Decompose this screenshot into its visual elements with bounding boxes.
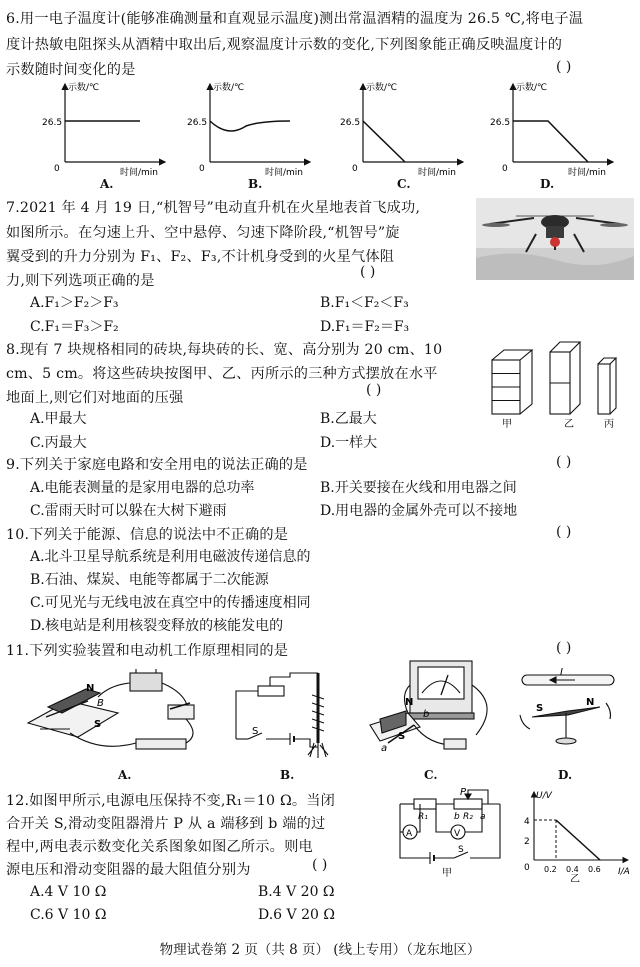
q12-label-a: a xyxy=(480,812,486,822)
q12-label-p: P xyxy=(460,787,467,798)
q12-graph-ylabel: U/V xyxy=(536,791,552,801)
q12-line-4: 源电压和滑动变阻器的最大阻值分别为 xyxy=(6,862,251,878)
q7-helicopter-photo xyxy=(476,198,634,280)
q8-option-a: A.甲最大 xyxy=(30,411,87,427)
q11-line-1: 11.下列实验装置和电动机工作原理相同的是 xyxy=(6,643,289,659)
q6-d-ylabel: 示数/℃ xyxy=(516,83,548,93)
q8-option-b: B.乙最大 xyxy=(320,411,377,427)
q10-option-b: B.石油、煤炭、电能等都属于二次能源 xyxy=(30,572,269,588)
q11-c-label-s: S xyxy=(398,731,406,742)
q8-option-c: C.丙最大 xyxy=(30,435,87,451)
q12-xtick-0.6: 0.6 xyxy=(588,865,601,874)
q6-line-1: 6.用一电子温度计(能够准确测量和直观显示温度)测出常温酒精的温度为 26.5 ℃,将电子温 xyxy=(6,11,584,27)
q10-option-c: C.可见光与无线电波在真空中的传播速度相同 xyxy=(30,595,311,611)
q6-graph-a xyxy=(42,81,165,178)
q6-caption-b: B. xyxy=(248,177,263,191)
q12-switch-label: S xyxy=(458,845,464,855)
q12-option-d: D.6 V 20 Ω xyxy=(258,907,335,923)
q6-b-xlabel: 时间/min xyxy=(265,168,304,178)
q12-ammeter-label: A xyxy=(406,829,413,839)
q12-circuit-jia xyxy=(392,786,510,878)
q12-graph-origin: 0 xyxy=(524,863,530,873)
q6-answer-paren: ( ) xyxy=(556,59,572,75)
q11-figure-c xyxy=(370,661,487,749)
q7-line-1: 7.2021 年 4 月 19 日,“机智号”电动直升机在火星地表首飞成功, xyxy=(6,200,421,216)
q8-option-d: D.一样大 xyxy=(320,435,378,451)
q12-option-a: A.4 V 10 Ω xyxy=(30,884,107,900)
q10-answer-paren: ( ) xyxy=(556,524,572,540)
q6-b-ylabel: 示数/℃ xyxy=(213,83,245,93)
q11-d-label-s: S xyxy=(536,703,544,714)
q11-figure-a xyxy=(28,669,194,749)
q12-graph-name: 乙 xyxy=(570,874,580,882)
q6-c-tick: 26.5 xyxy=(340,118,361,128)
q7-line-3: 翼受到的升力分别为 F₁、F₂、F₃,不计机身受到的火星气体阻 xyxy=(6,249,395,265)
q8-line-3: 地面上,则它们对地面的压强 xyxy=(6,390,184,406)
q10-option-a: A.北斗卫星导航系统是利用电磁波传递信息的 xyxy=(30,549,311,565)
q12-graph-xlabel: I/A xyxy=(618,867,630,877)
q6-caption-c: C. xyxy=(397,177,411,191)
q12-line-2: 合开关 S,滑动变阻器滑片 P 从 a 端移到 b 端的过 xyxy=(6,816,326,832)
q8-label-jia: 甲 xyxy=(502,419,512,430)
q10-line-1: 10.下列关于能源、信息的说法中不正确的是 xyxy=(6,527,289,543)
q6-c-ylabel: 示数/℃ xyxy=(366,83,398,93)
q11-caption-b: B. xyxy=(280,768,295,782)
q6-c-origin: 0 xyxy=(352,164,358,174)
q11-a-label-s: S xyxy=(94,719,102,730)
q8-brick-stack-jia xyxy=(492,350,532,414)
q11-c-label-n: N xyxy=(405,697,414,708)
q7-option-b: B.F₁＜F₂＜F₃ xyxy=(320,295,409,311)
q6-graphs xyxy=(0,78,640,193)
q8-label-yi: 乙 xyxy=(564,419,574,430)
q7-option-d: D.F₁＝F₂＝F₃ xyxy=(320,319,410,335)
q6-caption-d: D. xyxy=(540,177,555,191)
q8-line-1: 8.现有 7 块规格相同的砖块,每块砖的长、宽、高分别为 20 cm、10 xyxy=(6,342,443,358)
q8-answer-paren: ( ) xyxy=(366,382,382,398)
q11-answer-paren: ( ) xyxy=(556,640,572,656)
q11-figures xyxy=(0,655,640,767)
q12-line-1: 12.如图甲所示,电源电压保持不变,R₁＝10 Ω。当闭 xyxy=(6,793,336,809)
q7-line-2: 如图所示。在匀速上升、空中悬停、匀速下降阶段,“机智号”旋 xyxy=(6,225,400,241)
q9-line-1: 9.下列关于家庭电路和安全用电的说法正确的是 xyxy=(6,457,308,473)
q6-d-origin: 0 xyxy=(502,164,508,174)
q12-graph-yi xyxy=(514,786,638,882)
q7-answer-paren: ( ) xyxy=(360,264,376,280)
q9-answer-paren: ( ) xyxy=(556,454,572,470)
q11-caption-d: D. xyxy=(558,768,573,782)
q6-graph-c xyxy=(340,81,463,178)
q12-option-b: B.4 V 20 Ω xyxy=(258,884,335,900)
page-footer: 物理试卷第 2 页（共 8 页） (线上专用）（龙东地区） xyxy=(159,942,481,958)
q8-label-bing: 丙 xyxy=(604,419,614,430)
q8-brick-stack-yi xyxy=(550,342,580,414)
q6-d-tick: 26.5 xyxy=(490,118,511,128)
q11-d-label-i: I xyxy=(560,667,563,678)
q12-ytick-2: 2 xyxy=(524,837,530,847)
q6-line-3: 示数随时间变化的是 xyxy=(6,62,136,78)
q6-a-xlabel: 时间/min xyxy=(120,168,159,178)
q9-option-d: D.用电器的金属外壳可以不接地 xyxy=(320,503,518,519)
q6-c-xlabel: 时间/min xyxy=(418,168,457,178)
q6-b-origin: 0 xyxy=(199,164,205,174)
q12-option-c: C.6 V 10 Ω xyxy=(30,907,107,923)
q12-voltmeter-label: V xyxy=(454,829,461,839)
q10-option-d: D.核电站是利用核裂变释放的核能发电的 xyxy=(30,618,284,634)
q6-a-tick: 26.5 xyxy=(42,118,63,128)
q8-bricks-figure xyxy=(484,338,634,430)
q11-d-label-n: N xyxy=(586,697,595,708)
q11-caption-a: A. xyxy=(118,768,132,782)
q11-a-label-b: B xyxy=(97,698,104,709)
q12-label-r2: R₂ xyxy=(463,812,473,822)
q7-option-c: C.F₁＝F₃＞F₂ xyxy=(30,319,119,335)
q9-option-c: C.雷雨天时可以躲在大树下避雨 xyxy=(30,503,227,519)
q7-option-a: A.F₁＞F₂＞F₃ xyxy=(30,295,119,311)
q9-option-b: B.开关要接在火线和用电器之间 xyxy=(320,480,517,496)
q11-figure-d xyxy=(520,675,614,744)
q12-circuit-name: 甲 xyxy=(442,868,452,878)
q12-xtick-0.2: 0.2 xyxy=(544,865,557,874)
q12-line-3: 程中,两电表示数变化关系图象如图乙所示。则电 xyxy=(6,839,313,855)
q12-ytick-4: 4 xyxy=(524,817,530,827)
q11-figure-b xyxy=(236,673,328,758)
q8-brick-stack-bing xyxy=(598,358,616,414)
q6-a-ylabel: 示数/℃ xyxy=(68,83,100,93)
q6-graph-b xyxy=(187,81,310,178)
q6-caption-a: A. xyxy=(100,177,114,191)
q12-xtick-0.4: 0.4 xyxy=(566,865,579,874)
q12-label-b: b xyxy=(454,812,460,822)
q11-c-label-b: b xyxy=(423,709,430,720)
q8-line-2: cm、5 cm。将这些砖块按图甲、乙、丙所示的三种方式摆放在水平 xyxy=(6,366,438,382)
q11-caption-c: C. xyxy=(424,768,438,782)
q11-a-label-n: N xyxy=(86,683,95,694)
q6-d-xlabel: 时间/min xyxy=(568,168,607,178)
q11-b-label-s: S xyxy=(252,726,259,737)
q6-a-origin: 0 xyxy=(54,164,60,174)
q12-data-line xyxy=(556,820,600,860)
q9-option-a: A.电能表测量的是家用电器的总功率 xyxy=(30,480,255,496)
q7-line-4: 力,则下列选项正确的是 xyxy=(6,273,155,289)
q12-label-r1: R₁ xyxy=(418,812,428,822)
q6-graph-d xyxy=(490,81,613,178)
q6-line-2: 度计热敏电阻探头从酒精中取出后,观察温度计示数的变化,下列图象能正确反映温度计的 xyxy=(6,37,563,53)
q12-answer-paren: ( ) xyxy=(312,857,328,873)
q6-b-tick: 26.5 xyxy=(187,118,208,128)
q11-c-label-a: a xyxy=(381,743,388,754)
